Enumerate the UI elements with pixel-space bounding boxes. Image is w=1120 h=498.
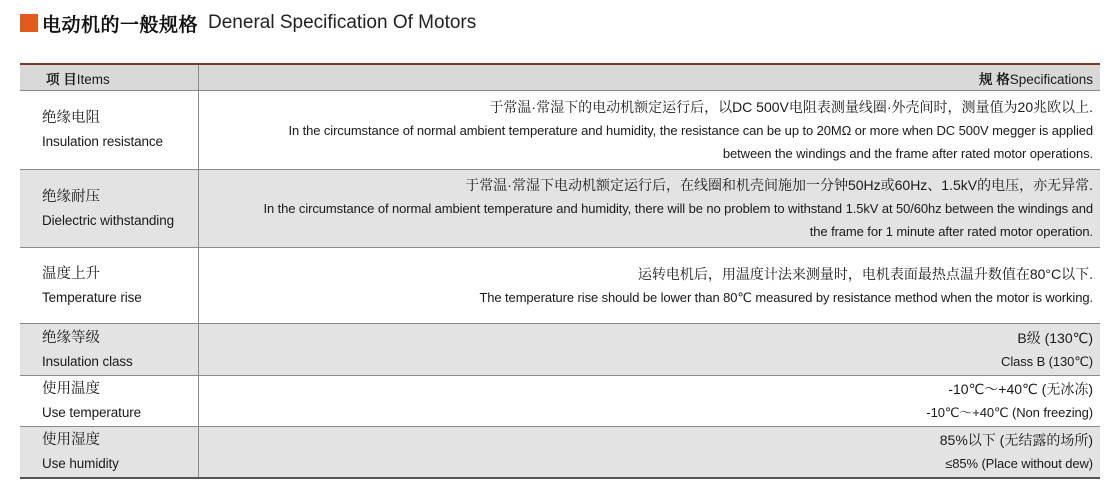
item-cell [20,376,198,427]
item-en: Dielectric withstanding [42,212,175,228]
spec-cell [198,248,1100,324]
spec-cn: -10℃～+40℃ (无冰冻) [948,381,1093,397]
title-english: Deneral Specification Of Motors [208,12,477,33]
item-cn: 绝缘等级 [42,329,100,346]
spec-cell [198,427,1100,478]
section-title [20,10,476,36]
item-cell [20,324,198,376]
spec-cell [198,91,1100,170]
spec-en-line-2: between the windings and the frame after rated motor operations. [722,145,1093,161]
item-en: Insulation resistance [42,134,163,149]
spec-en-line-1: Class B (130℃) [1001,353,1093,369]
spec-cell [198,376,1100,427]
table-row [20,427,1100,478]
header-items: 项 目Items [20,64,198,91]
item-cn: 绝缘电阻 [42,110,100,126]
table-header-row [20,64,1100,91]
header-specifications: 规 格Specifications [198,64,1100,91]
spec-cn: 于常温·常湿下的电动机额定运行后，以DC 500V电阻表测量线圈·外壳间时，测量值为20兆欧以上. [489,98,1093,115]
item-en: Insulation class [42,353,133,369]
item-cell [20,170,198,248]
spec-en-line-1: In the circumstance of normal ambient temperature and humidity, the resistance can be up to 20MΩ or more when DC 500V megger is applied [288,122,1093,138]
item-cn: 使用温度 [42,381,100,397]
specification-table [20,63,1100,479]
spec-cn: 85%以下 (无结露的场所) [939,431,1093,448]
table-row [20,248,1100,324]
spec-cn: 于常温·常湿下电动机额定运行后，在线圈和机壳间施加一分钟50Hz或60Hz、1.5kV的电压，亦无异常. [465,177,1093,193]
item-cn: 绝缘耐压 [42,188,100,205]
spec-cn: B级 (130℃) [1017,329,1093,346]
table-row [20,324,1100,376]
title-marker-icon [20,14,38,32]
item-cell [20,248,198,324]
spec-cell [198,324,1100,376]
item-cell [20,91,198,170]
spec-en-line-2: the frame for 1 minute after rated motor operation. [809,224,1093,239]
spec-en-line-1: -10℃～+40℃ (Non freezing) [926,405,1093,420]
table-row [20,170,1100,248]
item-cn: 使用湿度 [42,431,100,448]
spec-en-line-1: The temperature rise should be lower than 80℃ measured by resistance method when the motor is working. [479,289,1093,305]
item-cell [20,427,198,478]
item-en: Use temperature [42,405,142,420]
spec-en-line-1: ≤85% (Place without dew) [945,455,1093,471]
table-row [20,376,1100,427]
table-row [20,91,1100,170]
item-cn: 温度上升 [42,265,100,282]
item-en: Temperature rise [42,289,142,305]
spec-cn: 运转电机后，用温度计法来测量时，电机表面最热点温升数值在80°C以下. [637,265,1093,282]
spec-cell [198,170,1100,248]
item-en: Use humidity [42,455,119,471]
title-chinese: 电动机的一般规格 [42,14,199,36]
spec-en-line-1: In the circumstance of normal ambient temperature and humidity, there will be no problem to withstand 1.5kV at 50/60hz between the windings and [263,201,1093,216]
